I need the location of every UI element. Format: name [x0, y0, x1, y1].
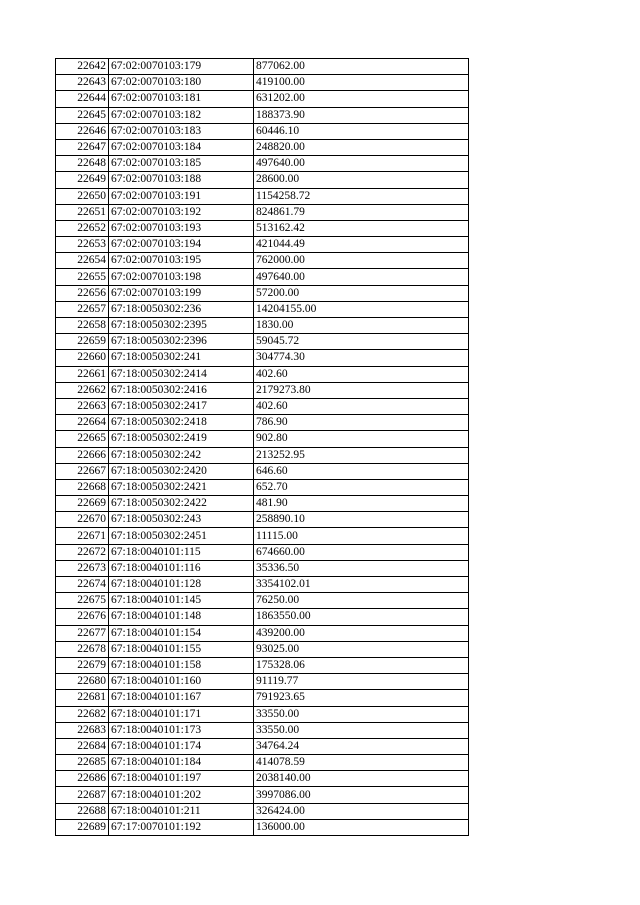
table-row: [56, 172, 469, 188]
cadastral-number-cell: 67:02:0070103:181: [109, 91, 254, 107]
table-row: [56, 560, 469, 576]
cadastral-number-cell: 67:02:0070103:198: [109, 269, 254, 285]
cadastral-number-cell: 67:18:0040101:197: [109, 771, 254, 787]
table-row: [56, 334, 469, 350]
cadastral-number-cell: 67:02:0070103:195: [109, 253, 254, 269]
amount-cell: 421044.49: [254, 237, 469, 253]
table-row: [56, 107, 469, 123]
row-number-cell: 22679: [56, 657, 109, 673]
cadastral-number-cell: 67:18:0050302:2414: [109, 366, 254, 382]
amount-cell: 652.70: [254, 479, 469, 495]
row-number-cell: 22688: [56, 803, 109, 819]
amount-cell: 902.80: [254, 431, 469, 447]
row-number-cell: 22666: [56, 447, 109, 463]
table-row: [56, 657, 469, 673]
table-row: [56, 496, 469, 512]
row-number-cell: 22672: [56, 544, 109, 560]
cadastral-number-cell: 67:18:0040101:184: [109, 755, 254, 771]
amount-cell: 248820.00: [254, 139, 469, 155]
cadastral-number-cell: 67:02:0070103:182: [109, 107, 254, 123]
table-row: [56, 690, 469, 706]
cadastral-number-cell: 67:18:0050302:2421: [109, 479, 254, 495]
row-number-cell: 22670: [56, 512, 109, 528]
table-row: [56, 706, 469, 722]
table-row: [56, 75, 469, 91]
row-number-cell: 22669: [56, 496, 109, 512]
amount-cell: 35336.50: [254, 560, 469, 576]
row-number-cell: 22686: [56, 771, 109, 787]
amount-cell: 11115.00: [254, 528, 469, 544]
amount-cell: 1154258.72: [254, 188, 469, 204]
cadastral-number-cell: 67:18:0050302:2419: [109, 431, 254, 447]
table-row: [56, 269, 469, 285]
amount-cell: 1830.00: [254, 318, 469, 334]
cadastral-number-cell: 67:02:0070103:199: [109, 285, 254, 301]
cadastral-number-cell: 67:18:0040101:173: [109, 722, 254, 738]
amount-cell: 258890.10: [254, 512, 469, 528]
cadastral-number-cell: 67:18:0050302:2451: [109, 528, 254, 544]
table-row: [56, 366, 469, 382]
amount-cell: 28600.00: [254, 172, 469, 188]
amount-cell: 646.60: [254, 463, 469, 479]
amount-cell: 402.60: [254, 398, 469, 414]
row-number-cell: 22651: [56, 204, 109, 220]
cadastral-number-cell: 67:18:0050302:2396: [109, 334, 254, 350]
row-number-cell: 22658: [56, 318, 109, 334]
cadastral-number-cell: 67:02:0070103:179: [109, 59, 254, 75]
row-number-cell: 22644: [56, 91, 109, 107]
table-row: [56, 722, 469, 738]
table-row: [56, 625, 469, 641]
row-number-cell: 22653: [56, 237, 109, 253]
row-number-cell: 22656: [56, 285, 109, 301]
table-row: [56, 771, 469, 787]
row-number-cell: 22645: [56, 107, 109, 123]
amount-cell: 136000.00: [254, 819, 469, 835]
row-number-cell: 22682: [56, 706, 109, 722]
amount-cell: 762000.00: [254, 253, 469, 269]
table-row: [56, 479, 469, 495]
amount-cell: 175328.06: [254, 657, 469, 673]
row-number-cell: 22668: [56, 479, 109, 495]
amount-cell: 631202.00: [254, 91, 469, 107]
cadastral-number-cell: 67:02:0070103:194: [109, 237, 254, 253]
row-number-cell: 22683: [56, 722, 109, 738]
amount-cell: 33550.00: [254, 706, 469, 722]
cadastral-number-cell: 67:02:0070103:188: [109, 172, 254, 188]
cadastral-number-cell: 67:02:0070103:192: [109, 204, 254, 220]
row-number-cell: 22652: [56, 220, 109, 236]
amount-cell: 1863550.00: [254, 609, 469, 625]
table-row: [56, 301, 469, 317]
row-number-cell: 22676: [56, 609, 109, 625]
cadastral-number-cell: 67:18:0040101:154: [109, 625, 254, 641]
amount-cell: 14204155.00: [254, 301, 469, 317]
cadastral-number-cell: 67:18:0050302:2416: [109, 382, 254, 398]
cadastral-number-cell: 67:18:0050302:242: [109, 447, 254, 463]
row-number-cell: 22673: [56, 560, 109, 576]
amount-cell: 76250.00: [254, 593, 469, 609]
amount-cell: 674660.00: [254, 544, 469, 560]
table-row: [56, 415, 469, 431]
row-number-cell: 22689: [56, 819, 109, 835]
row-number-cell: 22646: [56, 123, 109, 139]
row-number-cell: 22642: [56, 59, 109, 75]
row-number-cell: 22681: [56, 690, 109, 706]
row-number-cell: 22680: [56, 674, 109, 690]
amount-cell: 57200.00: [254, 285, 469, 301]
table-body: [56, 59, 469, 836]
cadastral-number-cell: 67:18:0050302:236: [109, 301, 254, 317]
table-row: [56, 674, 469, 690]
table-row: [56, 609, 469, 625]
table-row: [56, 350, 469, 366]
amount-cell: 497640.00: [254, 156, 469, 172]
cadastral-number-cell: 67:18:0040101:128: [109, 577, 254, 593]
table-row: [56, 204, 469, 220]
table-row: [56, 819, 469, 835]
row-number-cell: 22643: [56, 75, 109, 91]
amount-cell: 33550.00: [254, 722, 469, 738]
amount-cell: 2179273.80: [254, 382, 469, 398]
row-number-cell: 22674: [56, 577, 109, 593]
cadastral-number-cell: 67:18:0040101:158: [109, 657, 254, 673]
table-row: [56, 91, 469, 107]
table-row: [56, 755, 469, 771]
cadastral-number-cell: 67:18:0050302:2417: [109, 398, 254, 414]
table-row: [56, 188, 469, 204]
table-row: [56, 463, 469, 479]
row-number-cell: 22684: [56, 738, 109, 754]
cadastral-number-cell: 67:18:0040101:211: [109, 803, 254, 819]
cadastral-number-cell: 67:02:0070103:183: [109, 123, 254, 139]
amount-cell: 786.90: [254, 415, 469, 431]
amount-cell: 402.60: [254, 366, 469, 382]
table-row: [56, 577, 469, 593]
table-row: [56, 156, 469, 172]
table-row: [56, 59, 469, 75]
cadastral-number-cell: 67:02:0070103:193: [109, 220, 254, 236]
amount-cell: 34764.24: [254, 738, 469, 754]
amount-cell: 188373.90: [254, 107, 469, 123]
cadastral-number-cell: 67:18:0040101:115: [109, 544, 254, 560]
amount-cell: 481.90: [254, 496, 469, 512]
amount-cell: 824861.79: [254, 204, 469, 220]
cadastral-number-cell: 67:18:0040101:160: [109, 674, 254, 690]
amount-cell: 497640.00: [254, 269, 469, 285]
table-row: [56, 544, 469, 560]
cadastral-number-cell: 67:18:0040101:148: [109, 609, 254, 625]
cadastral-number-cell: 67:02:0070103:180: [109, 75, 254, 91]
row-number-cell: 22662: [56, 382, 109, 398]
row-number-cell: 22667: [56, 463, 109, 479]
cadastral-number-cell: 67:02:0070103:184: [109, 139, 254, 155]
row-number-cell: 22671: [56, 528, 109, 544]
row-number-cell: 22647: [56, 139, 109, 155]
amount-cell: 60446.10: [254, 123, 469, 139]
table-row: [56, 123, 469, 139]
data-table: [55, 58, 469, 836]
row-number-cell: 22659: [56, 334, 109, 350]
table-row: [56, 220, 469, 236]
table-row: [56, 139, 469, 155]
table-row: [56, 447, 469, 463]
table-row: [56, 512, 469, 528]
cadastral-number-cell: 67:18:0040101:167: [109, 690, 254, 706]
amount-cell: 419100.00: [254, 75, 469, 91]
row-number-cell: 22665: [56, 431, 109, 447]
table-row: [56, 398, 469, 414]
table-row: [56, 253, 469, 269]
row-number-cell: 22661: [56, 366, 109, 382]
table-row: [56, 528, 469, 544]
row-number-cell: 22657: [56, 301, 109, 317]
cadastral-number-cell: 67:02:0070103:191: [109, 188, 254, 204]
amount-cell: 59045.72: [254, 334, 469, 350]
amount-cell: 791923.65: [254, 690, 469, 706]
row-number-cell: 22678: [56, 641, 109, 657]
cadastral-number-cell: 67:18:0050302:2418: [109, 415, 254, 431]
cadastral-number-cell: 67:18:0040101:171: [109, 706, 254, 722]
row-number-cell: 22654: [56, 253, 109, 269]
amount-cell: 2038140.00: [254, 771, 469, 787]
row-number-cell: 22664: [56, 415, 109, 431]
cadastral-number-cell: 67:18:0050302:2420: [109, 463, 254, 479]
amount-cell: 513162.42: [254, 220, 469, 236]
amount-cell: 414078.59: [254, 755, 469, 771]
row-number-cell: 22649: [56, 172, 109, 188]
row-number-cell: 22648: [56, 156, 109, 172]
cadastral-number-cell: 67:18:0040101:174: [109, 738, 254, 754]
table-row: [56, 738, 469, 754]
row-number-cell: 22685: [56, 755, 109, 771]
row-number-cell: 22687: [56, 787, 109, 803]
table-row: [56, 787, 469, 803]
table-row: [56, 318, 469, 334]
amount-cell: 326424.00: [254, 803, 469, 819]
table-row: [56, 431, 469, 447]
amount-cell: 93025.00: [254, 641, 469, 657]
table-row: [56, 285, 469, 301]
row-number-cell: 22675: [56, 593, 109, 609]
amount-cell: 304774.30: [254, 350, 469, 366]
cadastral-number-cell: 67:17:0070101:192: [109, 819, 254, 835]
amount-cell: 3997086.00: [254, 787, 469, 803]
amount-cell: 213252.95: [254, 447, 469, 463]
cadastral-number-cell: 67:18:0040101:155: [109, 641, 254, 657]
table-row: [56, 803, 469, 819]
cadastral-number-cell: 67:18:0050302:2422: [109, 496, 254, 512]
table-row: [56, 641, 469, 657]
row-number-cell: 22655: [56, 269, 109, 285]
row-number-cell: 22660: [56, 350, 109, 366]
cadastral-number-cell: 67:18:0040101:145: [109, 593, 254, 609]
cadastral-number-cell: 67:18:0050302:2395: [109, 318, 254, 334]
table-row: [56, 593, 469, 609]
cadastral-number-cell: 67:18:0050302:241: [109, 350, 254, 366]
cadastral-number-cell: 67:18:0040101:116: [109, 560, 254, 576]
table-row: [56, 237, 469, 253]
amount-cell: 91119.77: [254, 674, 469, 690]
cadastral-number-cell: 67:02:0070103:185: [109, 156, 254, 172]
cadastral-number-cell: 67:18:0040101:202: [109, 787, 254, 803]
amount-cell: 439200.00: [254, 625, 469, 641]
table-row: [56, 382, 469, 398]
amount-cell: 877062.00: [254, 59, 469, 75]
row-number-cell: 22663: [56, 398, 109, 414]
amount-cell: 3354102.01: [254, 577, 469, 593]
row-number-cell: 22650: [56, 188, 109, 204]
row-number-cell: 22677: [56, 625, 109, 641]
cadastral-number-cell: 67:18:0050302:243: [109, 512, 254, 528]
